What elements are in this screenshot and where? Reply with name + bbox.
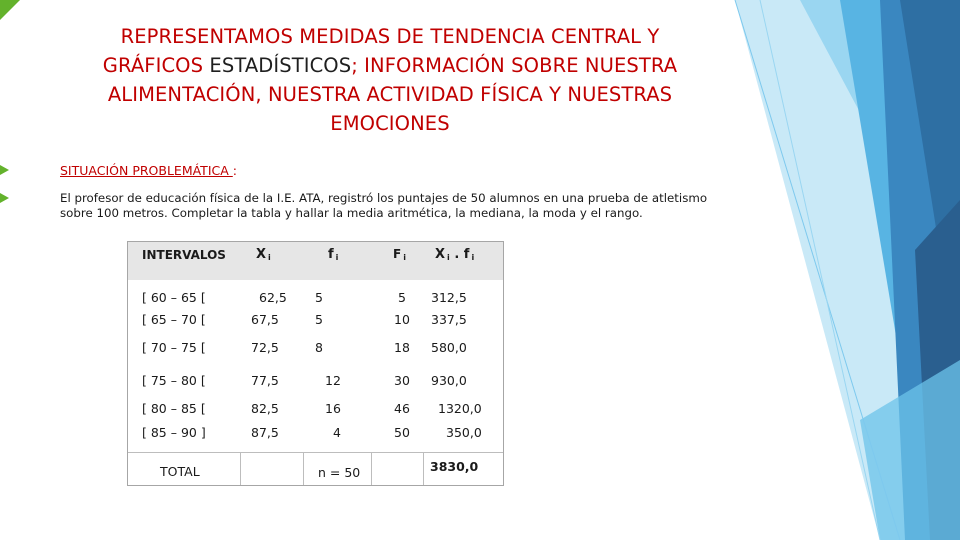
row-2-interval: [ 65 – 70 [ — [142, 312, 206, 327]
header-fi-text: f — [328, 247, 334, 262]
row-5-Fi: 46 — [394, 401, 410, 416]
title-line-2 — [60, 51, 720, 80]
header-fi-sub: i — [335, 253, 339, 262]
bullet-arrow-icon — [0, 0, 20, 20]
facet-line-2 — [760, 0, 880, 540]
row-4-fi: 12 — [325, 373, 341, 388]
title-line-1: REPRESENTAMOS MEDIDAS DE TENDENCIA CENTRAL Y — [120, 25, 660, 48]
row-2-Fi: 10 — [394, 312, 410, 327]
bullet-arrow-icon — [0, 193, 9, 203]
problem-line-2: sobre 100 metros. Completar la tabla y hallar la media aritmética, la mediana, la moda y el rango. — [60, 206, 643, 220]
title-line-3: ALIMENTACIÓN, NUESTRA ACTIVIDAD FÍSICA Y NUESTRAS — [107, 83, 673, 106]
bullet-arrow-icon — [0, 165, 9, 175]
header-fi — [328, 247, 338, 262]
header-xi — [256, 247, 271, 262]
header-xifi-dot: . — [454, 247, 460, 262]
facet-dark-2 — [900, 0, 960, 380]
row-1-Fi: 5 — [398, 290, 406, 305]
total-n: n = 50 — [318, 465, 361, 480]
row-2-xifi: 337,5 — [431, 312, 467, 327]
row-1-fi: 5 — [315, 290, 323, 305]
row-4-Fi: 30 — [394, 373, 410, 388]
total-col-separator-2 — [303, 452, 304, 485]
frequency-table — [127, 241, 504, 486]
situation-colon: : — [232, 163, 237, 178]
total-sum: 3830,0 — [430, 459, 479, 474]
row-6-xifi: 350,0 — [446, 425, 482, 440]
row-3-xi: 72,5 — [251, 340, 279, 355]
row-1-xi: 62,5 — [259, 290, 287, 305]
title-line-2-a: GRÁFICOS — [102, 54, 204, 77]
header-xi-text: X — [256, 247, 267, 262]
row-2-xi: 67,5 — [251, 312, 279, 327]
header-xifi-b: f — [463, 247, 470, 262]
row-4-xifi: 930,0 — [431, 373, 467, 388]
header-Fi — [393, 247, 406, 262]
row-3-Fi: 18 — [394, 340, 410, 355]
title-line-2-c: ; INFORMACIÓN SOBRE NUESTRA — [351, 54, 678, 77]
total-label: TOTAL — [160, 464, 200, 479]
row-3-interval: [ 70 – 75 [ — [142, 340, 206, 355]
header-intervals: INTERVALOS — [142, 248, 226, 262]
facet-light-2 — [800, 0, 960, 300]
header-xi-sub: i — [268, 253, 271, 262]
title-line-4: EMOCIONES — [330, 112, 450, 135]
total-col-separator-3 — [371, 452, 372, 485]
row-6-Fi: 50 — [394, 425, 410, 440]
header-xifi-b-sub: i — [471, 253, 475, 262]
row-6-fi: 4 — [333, 425, 341, 440]
facet-darkest — [915, 200, 960, 540]
header-Fi-sub: i — [403, 253, 406, 262]
total-col-separator-4 — [423, 452, 424, 485]
problem-statement — [60, 191, 770, 221]
situation-heading — [60, 163, 237, 178]
slide-title — [60, 22, 720, 138]
row-1-xifi: 312,5 — [431, 290, 467, 305]
row-3-fi: 8 — [315, 340, 323, 355]
total-separator — [128, 452, 503, 453]
row-6-interval: [ 85 – 90 ] — [142, 425, 206, 440]
header-xifi-a: X — [435, 247, 446, 262]
facet-bottom-light — [860, 360, 960, 540]
row-1-interval: [ 60 – 65 [ — [142, 290, 206, 305]
situation-label: SITUACIÓN PROBLEMÁTICA — [60, 163, 233, 178]
facet-dark-1 — [880, 0, 960, 540]
row-5-fi: 16 — [325, 401, 341, 416]
facet-mid — [840, 0, 960, 540]
row-5-xi: 82,5 — [251, 401, 279, 416]
header-Fi-text: F — [393, 247, 402, 261]
row-5-xifi: 1320,0 — [438, 401, 482, 416]
title-line-2-b: ESTADÍSTICOS — [209, 54, 352, 77]
row-4-xi: 77,5 — [251, 373, 279, 388]
facet-line-1 — [735, 0, 900, 540]
row-4-interval: [ 75 – 80 [ — [142, 373, 206, 388]
row-3-xifi: 580,0 — [431, 340, 467, 355]
total-col-separator-1 — [240, 452, 241, 485]
header-xifi — [435, 247, 474, 262]
row-6-xi: 87,5 — [251, 425, 279, 440]
row-5-interval: [ 80 – 85 [ — [142, 401, 206, 416]
header-xifi-a-sub: i — [447, 253, 450, 262]
facet-light-1 — [735, 0, 960, 540]
row-2-fi: 5 — [315, 312, 323, 327]
problem-line-1: El profesor de educación física de la I.E. ATA, registró los puntajes de 50 alumnos en una prueba de atletismo — [60, 191, 708, 205]
